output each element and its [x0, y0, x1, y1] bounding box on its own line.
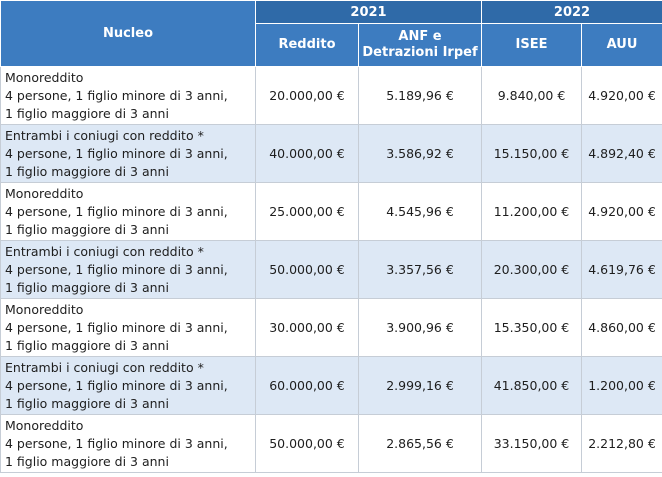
cell-anf: 3.586,92 € — [359, 125, 482, 183]
cell-reddito: 30.000,00 € — [256, 299, 359, 357]
cell-auu: 1.200,00 € — [582, 357, 662, 415]
nucleo-type: Monoreddito — [5, 185, 84, 201]
header-reddito: Reddito — [256, 24, 359, 67]
header-nucleo: Nucleo — [1, 1, 256, 67]
cell-nucleo — [1, 125, 256, 183]
table-row — [1, 241, 662, 299]
cell-anf: 3.357,56 € — [359, 241, 482, 299]
nucleo-children: 1 figlio maggiore di 3 anni — [5, 337, 169, 353]
cell-isee: 20.300,00 € — [482, 241, 582, 299]
cell-reddito: 50.000,00 € — [256, 241, 359, 299]
table-row — [1, 183, 662, 241]
nucleo-members: 4 persone, 1 figlio minore di 3 anni, — [5, 145, 228, 161]
table-row — [1, 125, 662, 183]
nucleo-children: 1 figlio maggiore di 3 anni — [5, 163, 169, 179]
cell-anf: 5.189,96 € — [359, 67, 482, 125]
nucleo-members: 4 persone, 1 figlio minore di 3 anni, — [5, 319, 228, 335]
cell-nucleo — [1, 357, 256, 415]
header-year-2022: 2022 — [482, 1, 662, 24]
cell-auu: 4.892,40 € — [582, 125, 662, 183]
cell-nucleo — [1, 415, 256, 473]
header-auu: AUU — [582, 24, 662, 67]
cell-isee: 15.350,00 € — [482, 299, 582, 357]
header-anf-line2: Detrazioni Irpef — [362, 45, 478, 60]
nucleo-members: 4 persone, 1 figlio minore di 3 anni, — [5, 261, 228, 277]
nucleo-members: 4 persone, 1 figlio minore di 3 anni, — [5, 377, 228, 393]
nucleo-type: Monoreddito — [5, 69, 84, 85]
cell-auu: 4.860,00 € — [582, 299, 662, 357]
cell-anf: 4.545,96 € — [359, 183, 482, 241]
cell-reddito: 40.000,00 € — [256, 125, 359, 183]
table-row — [1, 415, 662, 473]
cell-isee: 41.850,00 € — [482, 357, 582, 415]
cell-nucleo — [1, 67, 256, 125]
table-row — [1, 299, 662, 357]
nucleo-children: 1 figlio maggiore di 3 anni — [5, 105, 169, 121]
nucleo-type: Entrambi i coniugi con reddito * — [5, 243, 204, 259]
cell-reddito: 25.000,00 € — [256, 183, 359, 241]
cell-auu: 4.920,00 € — [582, 67, 662, 125]
table-row — [1, 357, 662, 415]
nucleo-children: 1 figlio maggiore di 3 anni — [5, 453, 169, 469]
nucleo-members: 4 persone, 1 figlio minore di 3 anni, — [5, 203, 228, 219]
cell-isee: 11.200,00 € — [482, 183, 582, 241]
nucleo-type: Monoreddito — [5, 301, 84, 317]
cell-auu: 4.920,00 € — [582, 183, 662, 241]
nucleo-members: 4 persone, 1 figlio minore di 3 anni, — [5, 87, 228, 103]
cell-isee: 15.150,00 € — [482, 125, 582, 183]
nucleo-type: Entrambi i coniugi con reddito * — [5, 359, 204, 375]
cell-anf: 2.999,16 € — [359, 357, 482, 415]
cell-nucleo — [1, 299, 256, 357]
cell-isee: 9.840,00 € — [482, 67, 582, 125]
cell-auu: 2.212,80 € — [582, 415, 662, 473]
cell-nucleo — [1, 241, 256, 299]
header-anf-line1: ANF e — [398, 29, 442, 44]
nucleo-members: 4 persone, 1 figlio minore di 3 anni, — [5, 435, 228, 451]
cell-reddito: 20.000,00 € — [256, 67, 359, 125]
cell-reddito: 50.000,00 € — [256, 415, 359, 473]
nucleo-children: 1 figlio maggiore di 3 anni — [5, 395, 169, 411]
header-anf — [359, 24, 482, 67]
cell-anf: 3.900,96 € — [359, 299, 482, 357]
nucleo-type: Monoreddito — [5, 417, 84, 433]
header-year-2021: 2021 — [256, 1, 482, 24]
table-body — [1, 67, 662, 473]
table-row — [1, 67, 662, 125]
cell-isee: 33.150,00 € — [482, 415, 582, 473]
cell-anf: 2.865,56 € — [359, 415, 482, 473]
cell-reddito: 60.000,00 € — [256, 357, 359, 415]
header-isee: ISEE — [482, 24, 582, 67]
nucleo-children: 1 figlio maggiore di 3 anni — [5, 279, 169, 295]
cell-nucleo — [1, 183, 256, 241]
cell-auu: 4.619,76 € — [582, 241, 662, 299]
nucleo-children: 1 figlio maggiore di 3 anni — [5, 221, 169, 237]
nucleo-type: Entrambi i coniugi con reddito * — [5, 127, 204, 143]
